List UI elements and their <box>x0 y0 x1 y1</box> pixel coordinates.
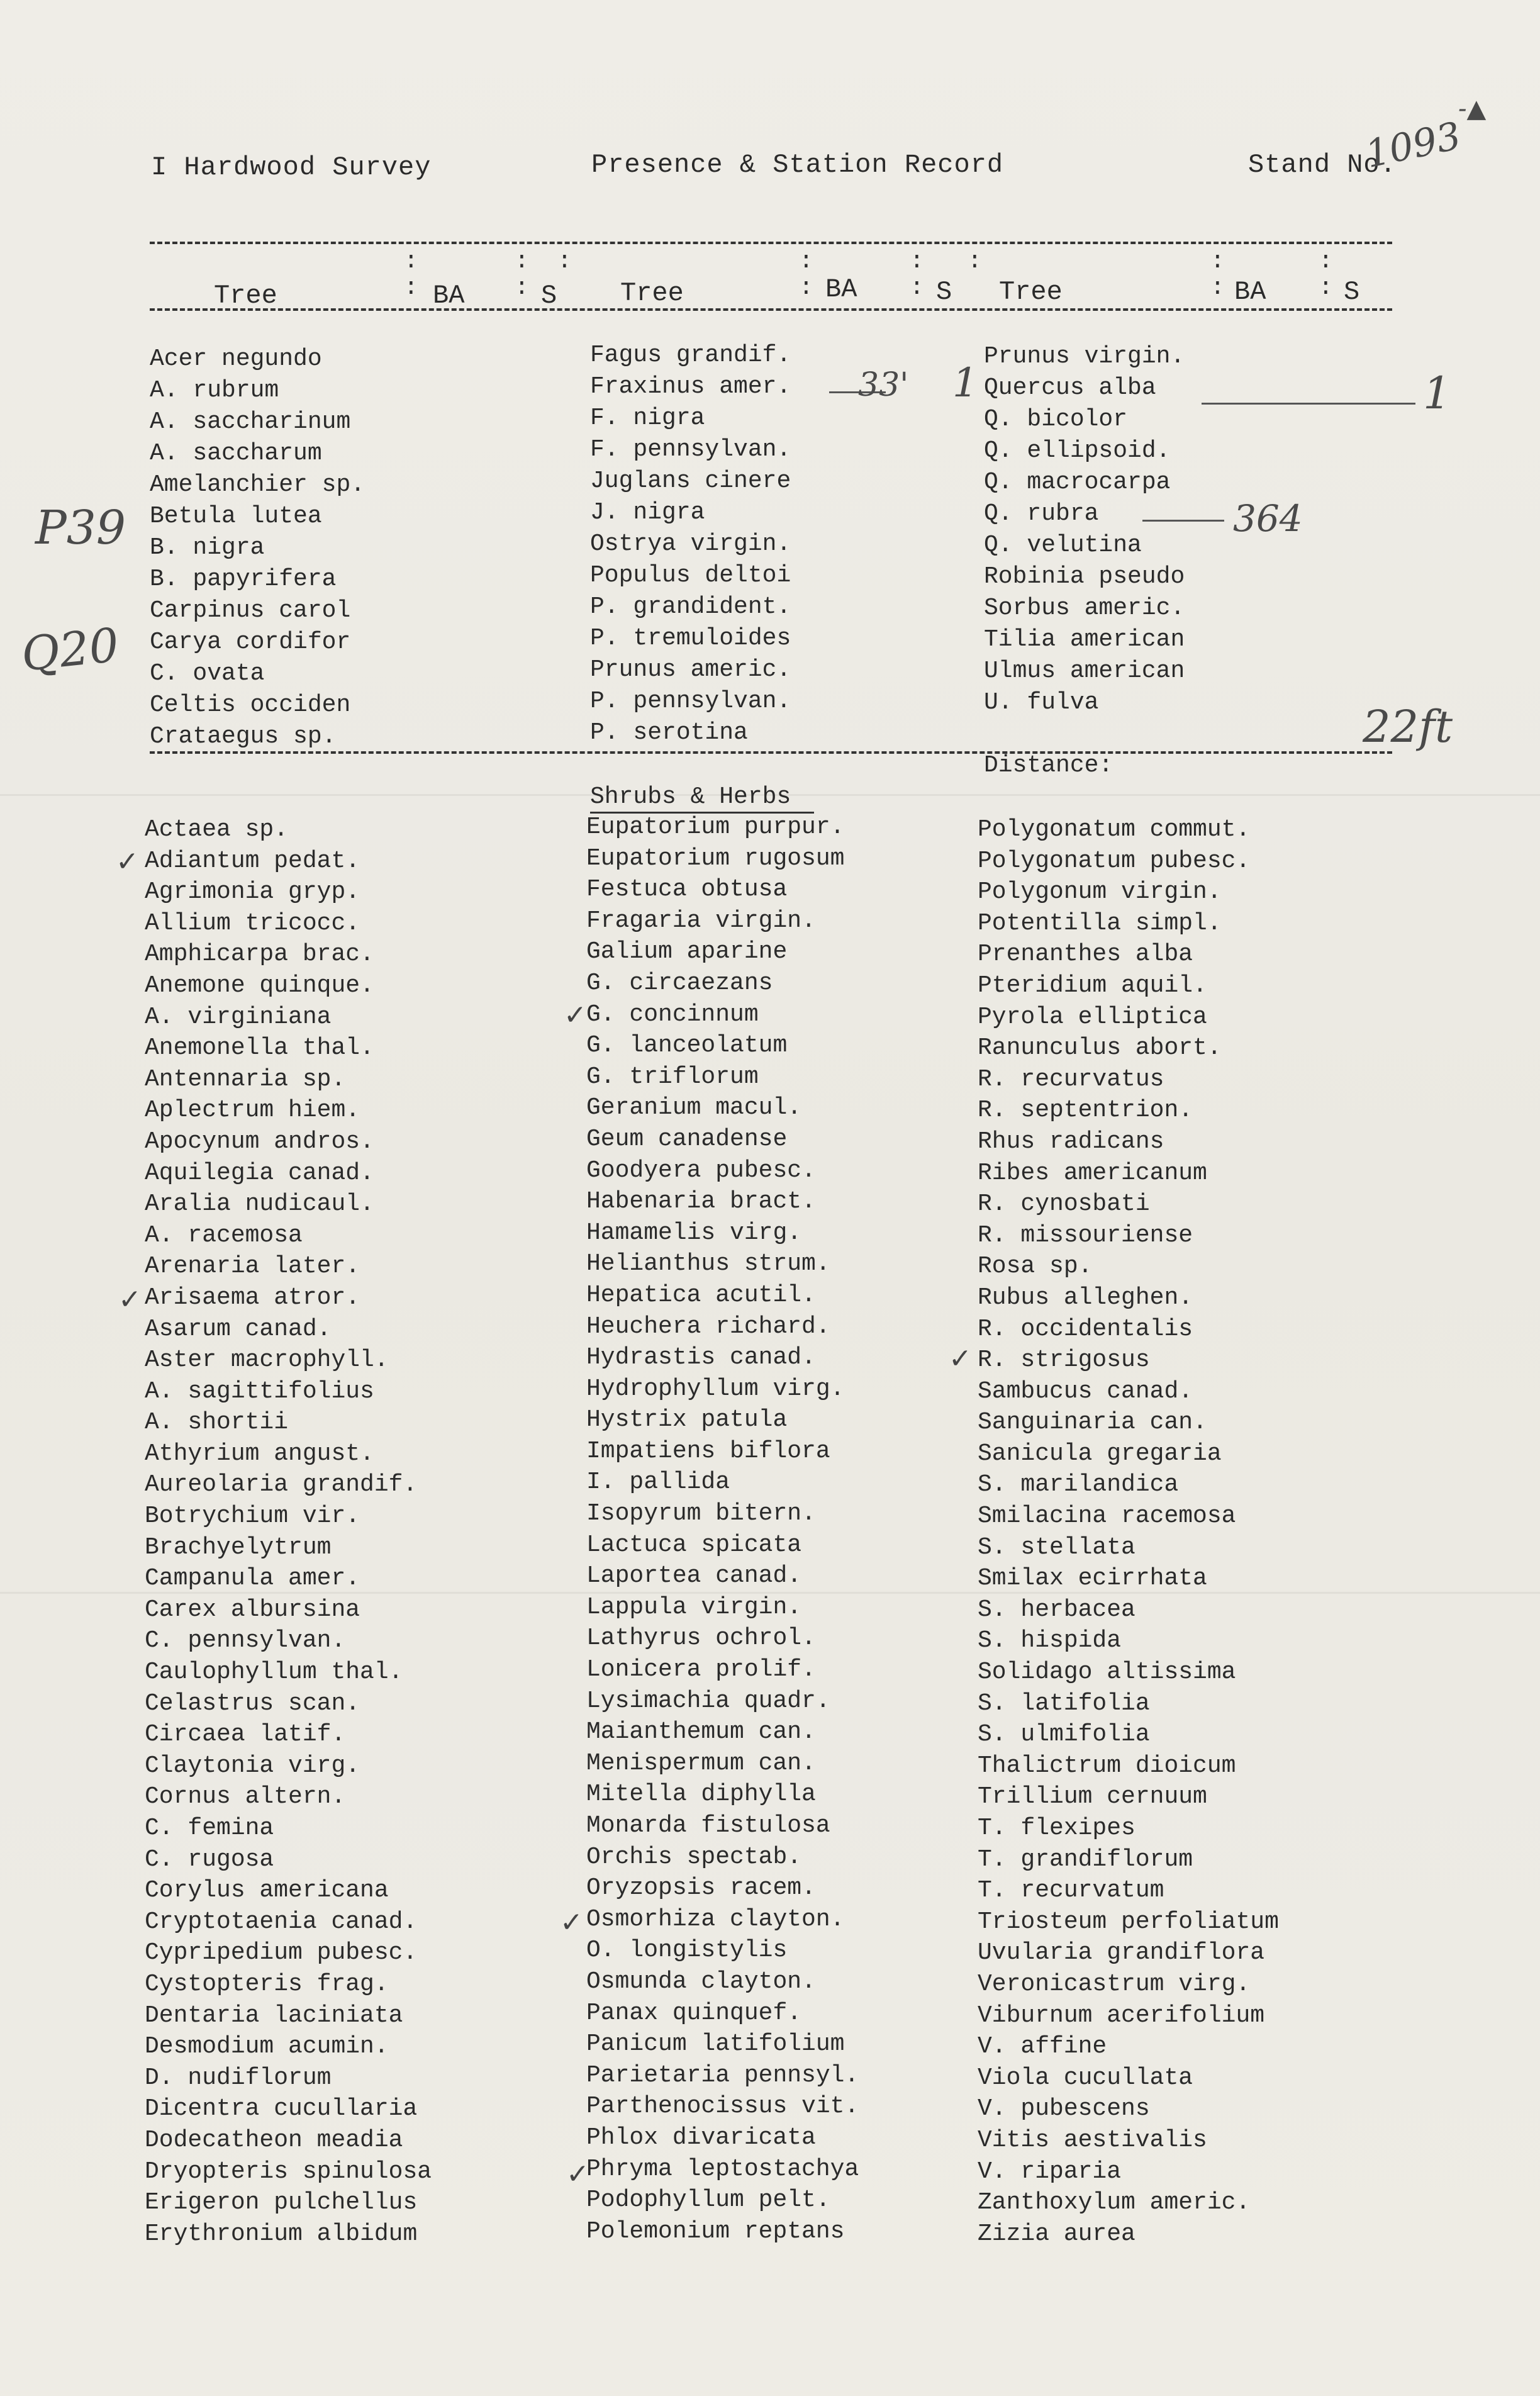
tree-species: Sorbus americ. <box>984 595 1185 622</box>
herb-species: R. occidentalis <box>978 1315 1193 1343</box>
herb-species: Parietaria pennsyl. <box>586 2061 859 2089</box>
herb-species: V. riparia <box>978 2158 1122 2185</box>
herb-species: Celastrus scan. <box>145 1689 360 1717</box>
tree-species: P. grandident. <box>590 593 791 620</box>
margin-note-q: Q20 <box>18 618 121 682</box>
herb-species: Arenaria later. <box>145 1253 360 1280</box>
record-title: Presence & Station Record <box>591 150 1004 180</box>
header-rule-top <box>150 242 1392 244</box>
herb-species: Dentaria laciniata <box>145 2001 403 2029</box>
herb-species: Thalictrum dioicum <box>978 1752 1236 1779</box>
herb-species: S. hispida <box>978 1627 1122 1655</box>
herb-species: Goodyera pubesc. <box>586 1156 816 1184</box>
herb-species: Desmodium acumin. <box>145 2033 389 2061</box>
column-header-tree-1: Tree <box>214 281 277 311</box>
column-header-ba-2: BA <box>825 274 857 305</box>
herb-species: Rubus alleghen. <box>978 1284 1193 1311</box>
herb-species: Pteridium aquil. <box>978 971 1207 999</box>
tree-species: Crataegus sp. <box>150 723 337 750</box>
herb-species: Isopyrum bitern. <box>586 1500 816 1528</box>
herb-species: T. flexipes <box>978 1815 1135 1842</box>
column-divider-colon: : <box>799 248 813 275</box>
herb-species: Veronicastrum virg. <box>978 1970 1251 1998</box>
herb-species: Polygonatum commut. <box>978 816 1251 843</box>
herb-species: T. recurvatum <box>978 1877 1164 1905</box>
herb-species: Triosteum perfoliatum <box>978 1908 1279 1935</box>
herb-species: Prenanthes alba <box>978 941 1193 968</box>
tree-species: Q. bicolor <box>984 406 1128 433</box>
herb-species: Aureolaria grandif. <box>145 1471 418 1499</box>
herb-species: Monarda fistulosa <box>586 1812 830 1839</box>
column-divider-colon: : <box>1319 274 1333 301</box>
herb-species: Asarum canad. <box>145 1315 332 1343</box>
tree-species: P. tremuloides <box>590 625 791 652</box>
column-divider-colon: : <box>515 274 529 301</box>
herb-species: Rhus radicans <box>978 1128 1164 1155</box>
column-header-tree-3: Tree <box>999 277 1063 307</box>
tree-species: Amelanchier sp. <box>150 471 365 498</box>
herb-species: Actaea sp. <box>145 816 289 843</box>
herb-species: S. herbacea <box>978 1596 1135 1623</box>
herb-species: S. marilandica <box>978 1471 1179 1499</box>
tree-species: Q. ellipsoid. <box>984 437 1171 464</box>
herb-species: Hydrastis canad. <box>586 1344 816 1372</box>
herb-species: Podophyllum pelt. <box>586 2186 830 2214</box>
herb-species: Agrimonia gryp. <box>145 878 360 906</box>
herb-species: C. femina <box>145 1815 274 1842</box>
herb-species: A. virginiana <box>145 1003 332 1031</box>
herb-species: Dodecatheon meadia <box>145 2126 403 2154</box>
stand-number-label: Stand No. <box>1248 150 1397 180</box>
herb-species: Corylus americana <box>145 1877 389 1905</box>
herb-species: Smilacina racemosa <box>978 1503 1236 1530</box>
fraxinus-ba-note: 33' <box>858 366 909 404</box>
tree-species: P. serotina <box>590 719 748 746</box>
herb-species: Lactuca spicata <box>586 1531 802 1559</box>
herb-species: Hepatica acutil. <box>586 1281 816 1309</box>
herb-species: Cryptotaenia canad. <box>145 1908 418 1935</box>
check-mark: ✓ <box>564 999 587 1031</box>
shrubs-herbs-heading: Shrubs & Herbs <box>590 783 791 810</box>
herb-species: Carex albursina <box>145 1596 360 1623</box>
herb-species: T. grandiflorum <box>978 1845 1193 1873</box>
herb-species: Botrychium vir. <box>145 1503 360 1530</box>
stand-number-handwritten: 1093 <box>1361 113 1465 177</box>
herb-species: V. pubescens <box>978 2095 1150 2123</box>
herb-species: Aquilegia canad. <box>145 1159 374 1187</box>
herb-species: Zanthoxylum americ. <box>978 2189 1251 2217</box>
herb-species: S. stellata <box>978 1533 1135 1561</box>
herb-species: S. ulmifolia <box>978 1721 1150 1749</box>
stand-mark-handwritten: -▲ <box>1458 94 1487 123</box>
tree-species: Acer negundo <box>150 345 322 372</box>
herb-species: Galium aparine <box>586 938 788 966</box>
check-mark: ✓ <box>118 1284 142 1316</box>
tree-species: A. rubrum <box>150 377 279 404</box>
tree-list-col2 <box>590 340 791 749</box>
herb-list-col2 <box>586 812 859 2247</box>
herb-species: Geum canadense <box>586 1125 788 1153</box>
herb-species: Anemonella thal. <box>145 1034 374 1062</box>
column-header-ba-3: BA <box>1234 277 1266 307</box>
herb-species: Solidago altissima <box>978 1659 1236 1686</box>
herb-species: Cystopteris frag. <box>145 1970 389 1998</box>
herb-species: Ribes americanum <box>978 1159 1207 1187</box>
herb-species: Geranium macul. <box>586 1094 802 1122</box>
herb-species: Helianthus strum. <box>586 1250 830 1278</box>
tree-species: A. saccharum <box>150 440 322 467</box>
herb-species: Trillium cernuum <box>978 1783 1207 1811</box>
herb-species: Oryzopsis racem. <box>586 1874 816 1902</box>
herb-species: Aralia nudicaul. <box>145 1190 374 1218</box>
herb-species: Vitis aestivalis <box>978 2126 1207 2154</box>
herb-species: I. pallida <box>586 1469 730 1496</box>
herb-species: Polygonum virgin. <box>978 878 1222 906</box>
tree-species: Carpinus carol <box>150 597 351 624</box>
herb-species: Adiantum pedat. <box>145 847 360 875</box>
tree-species: Fagus grandif. <box>590 342 791 369</box>
column-header-s-2: S <box>936 277 952 307</box>
check-mark: ✓ <box>560 1906 583 1939</box>
herb-species: Polygonatum pubesc. <box>978 847 1251 875</box>
tree-species: Q. velutina <box>984 532 1142 559</box>
tree-species: Q. rubra <box>984 500 1099 527</box>
tree-species: C. ovata <box>150 660 265 687</box>
herb-species: Panicum latifolium <box>586 2030 845 2058</box>
survey-title: I Hardwood Survey <box>151 152 432 182</box>
column-divider-colon: : <box>910 248 924 275</box>
tree-species: F. nigra <box>590 405 705 432</box>
herb-species: Hydrophyllum virg. <box>586 1375 845 1402</box>
header-rule-bottom <box>150 308 1392 311</box>
herb-species: Hystrix patula <box>586 1406 788 1434</box>
tree-species: F. pennsylvan. <box>590 436 791 463</box>
distance-label: Distance: <box>984 752 1113 779</box>
herb-species: Smilax ecirrhata <box>978 1565 1207 1593</box>
herb-species: Erythronium albidum <box>145 2220 418 2248</box>
herb-species: A. racemosa <box>145 1221 303 1249</box>
herb-species: Phryma leptostachya <box>586 2155 859 2183</box>
column-header-s-1: S <box>541 281 557 311</box>
herb-species: G. triflorum <box>586 1063 759 1090</box>
herb-species: Hamamelis virg. <box>586 1219 802 1246</box>
herb-species: Laportea canad. <box>586 1562 802 1590</box>
herb-species: Sambucus canad. <box>978 1377 1193 1405</box>
herb-species: G. lanceolatum <box>586 1032 788 1060</box>
herb-species: Impatiens biflora <box>586 1437 830 1465</box>
tree-species: Populus deltoi <box>590 562 791 589</box>
herb-species: Sanicula gregaria <box>978 1440 1222 1467</box>
herb-species: G. concinnum <box>586 1000 759 1028</box>
herb-species: Claytonia virg. <box>145 1752 360 1779</box>
herb-species: Festuca obtusa <box>586 876 788 904</box>
tree-species: Ulmus american <box>984 658 1185 685</box>
herb-species: S. latifolia <box>978 1689 1150 1717</box>
herb-species: Aster macrophyll. <box>145 1346 389 1374</box>
herb-species: Arisaema atror. <box>145 1284 360 1311</box>
herb-species: R. missouriense <box>978 1221 1193 1249</box>
check-mark: ✓ <box>566 2158 589 2190</box>
column-divider-colon: : <box>1319 248 1333 275</box>
column-header-tree-2: Tree <box>620 278 684 308</box>
herb-species: G. circaezans <box>586 969 773 997</box>
herb-species: Potentilla simpl. <box>978 909 1222 937</box>
herb-species: Maianthemum can. <box>586 1718 816 1746</box>
tree-species: Q. macrocarpa <box>984 469 1171 496</box>
herb-species: A. sagittifolius <box>145 1377 374 1405</box>
tree-species: P. pennsylvan. <box>590 688 791 715</box>
herb-species: Rosa sp. <box>978 1253 1093 1280</box>
column-header-s-3: S <box>1344 277 1360 307</box>
check-mark: ✓ <box>949 1343 972 1375</box>
tree-species: A. saccharinum <box>150 408 351 435</box>
column-header-ba-1: BA <box>433 281 465 311</box>
margin-note-p: P39 <box>35 501 126 555</box>
column-divider-colon: : <box>1210 248 1225 275</box>
herb-list-col1 <box>145 814 432 2249</box>
column-divider-colon: : <box>968 248 982 275</box>
herb-species: Uvularia grandiflora <box>978 1939 1265 1967</box>
herb-species: C. pennsylvan. <box>145 1627 346 1655</box>
column-divider-colon: : <box>557 248 572 275</box>
check-mark: ✓ <box>116 846 139 878</box>
herb-species: Sanguinaria can. <box>978 1409 1207 1436</box>
herb-species: Brachyelytrum <box>145 1533 332 1561</box>
herb-species: Lonicera prolif. <box>586 1656 816 1684</box>
tree-species: Carya cordifor <box>150 629 351 656</box>
herb-species: Heuchera richard. <box>586 1313 830 1340</box>
column-divider-colon: : <box>910 274 924 301</box>
herb-species: Zizia aurea <box>978 2220 1135 2248</box>
herb-species: Pyrola elliptica <box>978 1003 1207 1031</box>
herb-species: Anemone quinque. <box>145 971 374 999</box>
tree-species: Betula lutea <box>150 503 322 530</box>
tree-species: Celtis occiden <box>150 691 351 719</box>
herb-species: Apocynum andros. <box>145 1128 374 1155</box>
herb-species: Phlox divaricata <box>586 2124 816 2151</box>
herb-species: Cypripedium pubesc. <box>145 1939 418 1967</box>
herb-species: Menispermum can. <box>586 1749 816 1777</box>
herb-species: Panax quinquef. <box>586 1999 802 2027</box>
herb-species: Antennaria sp. <box>145 1065 346 1093</box>
tree-species: Fraxinus amer. <box>590 373 791 400</box>
distance-note: 22ft <box>1363 701 1453 753</box>
herb-species: Eupatorium rugosum <box>586 844 845 872</box>
tree-species: B. papyrifera <box>150 566 337 593</box>
pen-stroke <box>1202 403 1415 405</box>
tree-list-col1 <box>150 344 365 753</box>
herb-species: Dicentra cucullaria <box>145 2095 418 2123</box>
herb-species: Viola cucullata <box>978 2064 1193 2091</box>
herb-species: R. strigosus <box>978 1346 1150 1374</box>
herb-species: C. rugosa <box>145 1845 274 1873</box>
tree-species: Ostrya virgin. <box>590 530 791 557</box>
herb-species: O. longistylis <box>586 1937 788 1964</box>
column-divider-colon: : <box>515 248 529 275</box>
herb-species: Allium tricocc. <box>145 909 360 937</box>
herb-species: Viburnum acerifolium <box>978 2001 1265 2029</box>
herb-species: Lappula virgin. <box>586 1593 802 1621</box>
herb-species: R. septentrion. <box>978 1097 1193 1124</box>
herb-list-col3 <box>978 814 1279 2249</box>
tree-species: Juglans cinere <box>590 467 791 495</box>
tree-species: U. fulva <box>984 689 1099 716</box>
herb-species: Erigeron pulchellus <box>145 2189 418 2217</box>
herb-species: Osmunda clayton. <box>586 1968 816 1995</box>
herb-species: Dryopteris spinulosa <box>145 2158 432 2185</box>
herb-species: Orchis spectab. <box>586 1843 802 1871</box>
tree-species: Prunus americ. <box>590 656 791 683</box>
tree-species: Robinia pseudo <box>984 563 1185 590</box>
herb-species: V. affine <box>978 2033 1107 2061</box>
herb-species: Ranunculus abort. <box>978 1034 1222 1062</box>
tree-list-col3 <box>984 341 1185 719</box>
tree-species: J. nigra <box>590 499 705 526</box>
quercus-alba-s-note: 1 <box>1423 367 1451 419</box>
herb-species: Amphicarpa brac. <box>145 941 374 968</box>
tree-section-rule <box>150 751 1392 754</box>
herb-species: Aplectrum hiem. <box>145 1097 360 1124</box>
herb-species: Caulophyllum thal. <box>145 1659 403 1686</box>
column-divider-colon: : <box>404 274 418 301</box>
tree-species: Tilia american <box>984 626 1185 653</box>
herb-species: Habenaria bract. <box>586 1188 816 1216</box>
herb-species: Cornus altern. <box>145 1783 346 1811</box>
herb-species: R. recurvatus <box>978 1065 1164 1093</box>
herb-species: D. nudiflorum <box>145 2064 332 2091</box>
herb-species: Athyrium angust. <box>145 1440 374 1467</box>
herb-species: Osmorhiza clayton. <box>586 1905 845 1933</box>
herb-species: Lysimachia quadr. <box>586 1687 830 1715</box>
column-divider-colon: : <box>404 248 418 275</box>
herb-species: Circaea latif. <box>145 1721 346 1749</box>
fraxinus-s-note: 1 <box>952 360 978 406</box>
pen-stroke <box>1142 520 1224 522</box>
herb-species: Campanula amer. <box>145 1565 360 1593</box>
tree-species: B. nigra <box>150 534 265 561</box>
herb-species: Eupatorium purpur. <box>586 814 845 841</box>
herb-species: Fragaria virgin. <box>586 907 816 934</box>
column-divider-colon: : <box>799 274 813 301</box>
herb-species: A. shortii <box>145 1409 289 1436</box>
herb-species: Mitella diphylla <box>586 1781 816 1808</box>
tree-species: Prunus virgin. <box>984 343 1185 370</box>
herb-species: R. cynosbati <box>978 1190 1150 1218</box>
tree-species: Quercus alba <box>984 374 1156 401</box>
quercus-rubra-ba-note: 364 <box>1233 497 1303 540</box>
herb-species: Parthenocissus vit. <box>586 2093 859 2120</box>
herb-species: Polemonium reptans <box>586 2217 845 2245</box>
column-divider-colon: : <box>1210 274 1225 301</box>
herb-species: Lathyrus ochrol. <box>586 1625 816 1652</box>
